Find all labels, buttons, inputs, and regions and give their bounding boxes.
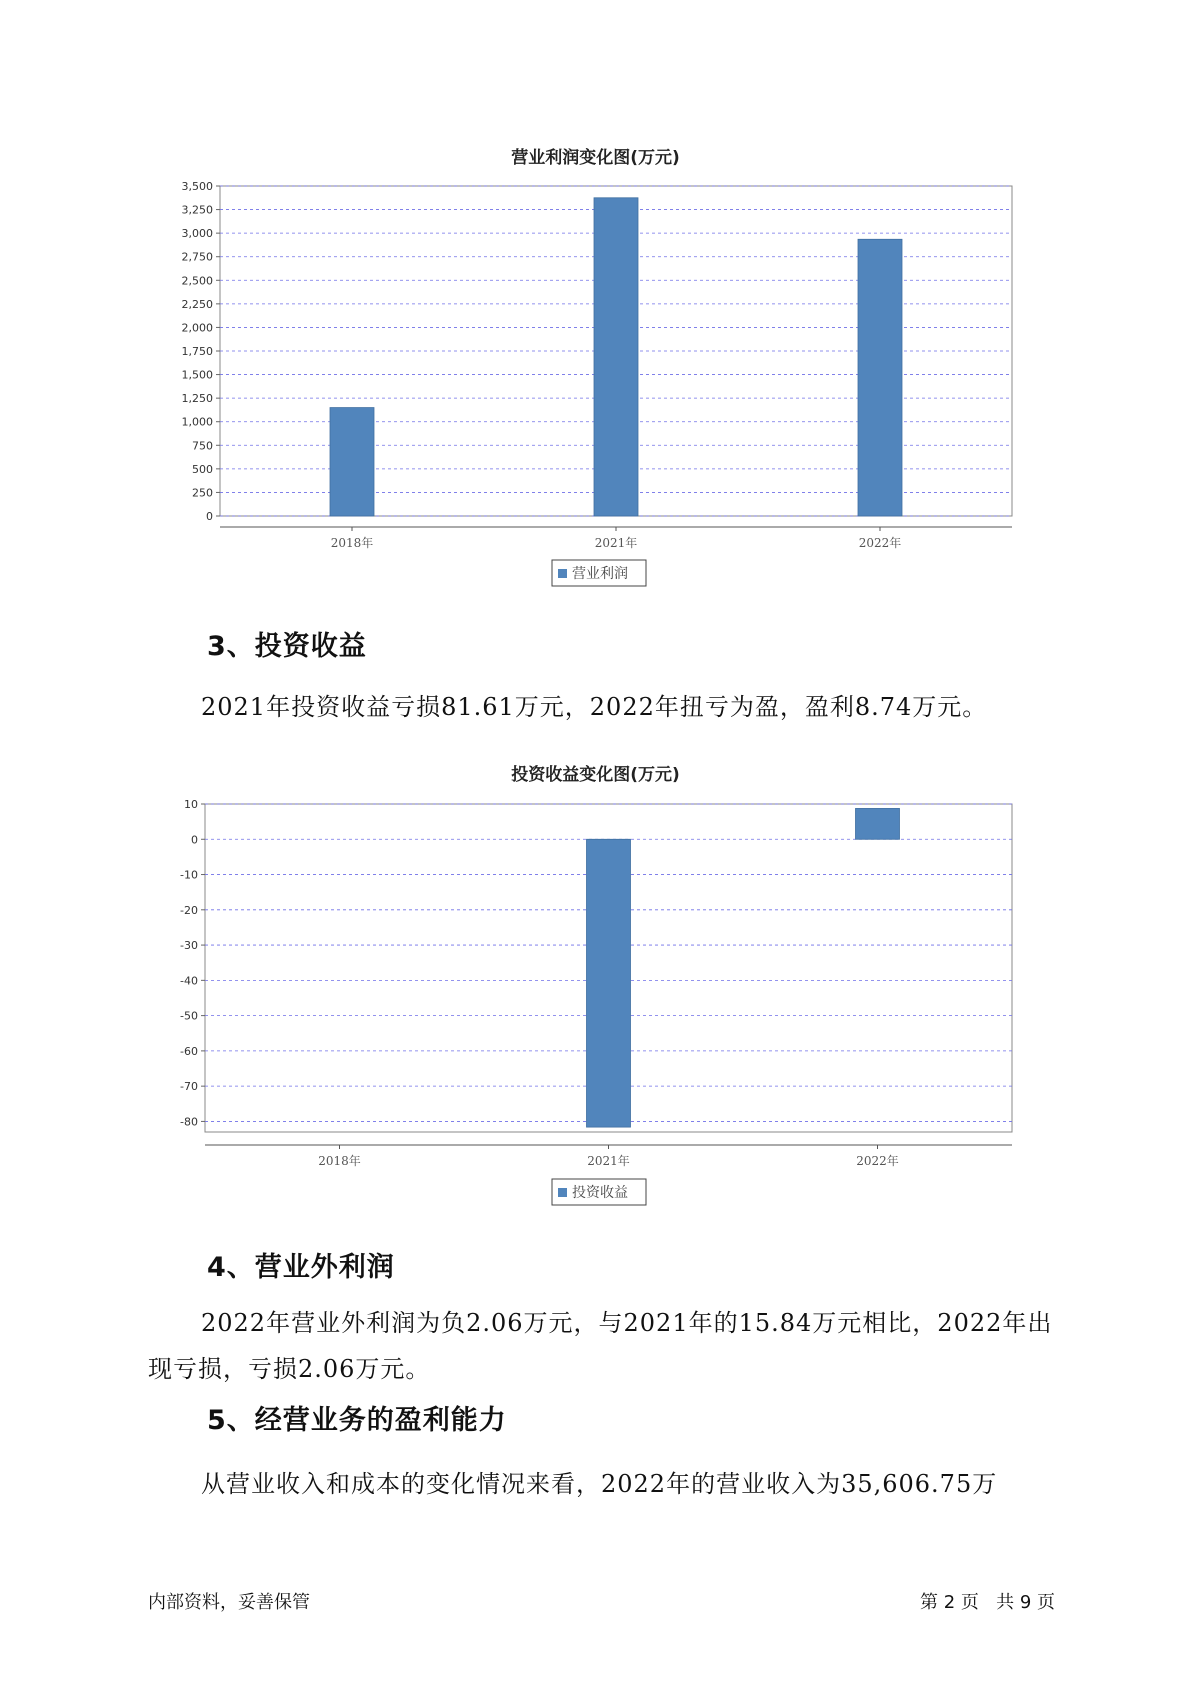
x-tick-label: 2022年 — [856, 1154, 899, 1168]
y-tick-label: -80 — [180, 1115, 198, 1129]
y-tick-label: -40 — [180, 974, 198, 988]
x-tick-label: 2021年 — [587, 1154, 630, 1168]
y-tick-label: 750 — [192, 439, 213, 453]
section5-text: 从营业收入和成本的变化情况来看，2022年的营业收入为35,606.75万 — [201, 1470, 998, 1498]
footer-confidential: 内部资料，妥善保管 — [148, 1592, 310, 1613]
legend-label: 营业利润 — [572, 566, 628, 582]
legend-swatch — [558, 1188, 567, 1197]
y-tick-label: 1,000 — [181, 415, 213, 429]
y-tick-label: 500 — [192, 462, 213, 476]
y-tick-label: 1,250 — [181, 392, 213, 406]
y-tick-label: -50 — [180, 1009, 198, 1023]
y-tick-label: -30 — [180, 939, 198, 953]
y-tick-label: 3,000 — [181, 227, 213, 241]
x-tick-label: 2021年 — [594, 536, 638, 550]
section4-heading: 4、营业外利润 — [207, 1252, 395, 1283]
y-tick-label: -20 — [180, 903, 198, 917]
section3-heading: 3、投资收益 — [207, 631, 367, 662]
bar — [856, 808, 900, 839]
legend-label: 投资收益 — [572, 1185, 628, 1201]
y-tick-label: 3,250 — [181, 203, 213, 217]
footer-page-number: 第 2 页 共 9 页 — [920, 1592, 1055, 1613]
y-tick-label: -60 — [180, 1044, 198, 1058]
y-tick-label: 3,500 — [181, 180, 213, 193]
y-tick-label: 250 — [192, 486, 213, 500]
y-tick-label: 0 — [206, 510, 213, 523]
section3-text: 2021年投资收益亏损81.61万元，2022年扭亏为盈，盈利8.74万元。 — [201, 693, 988, 721]
y-tick-label: 0 — [191, 833, 198, 847]
y-tick-label: 2,250 — [181, 297, 213, 311]
section4-text: 2022年营业外利润为负2.06万元，与2021年的15.84万元相比，2022年出现亏损，亏损2.06万元。 — [148, 1309, 1053, 1383]
section5-heading: 5、经营业务的盈利能力 — [207, 1405, 507, 1436]
chart1-title: 营业利润变化图(万元) — [511, 148, 680, 168]
y-tick-label: 1,500 — [181, 368, 213, 382]
x-tick-label: 2018年 — [318, 1154, 361, 1168]
bar — [587, 839, 631, 1127]
y-tick-label: -70 — [180, 1080, 198, 1094]
chart2-title: 投资收益变化图(万元) — [511, 765, 680, 785]
x-tick-label: 2018年 — [330, 536, 374, 550]
y-tick-label: 2,000 — [181, 321, 213, 335]
y-tick-label: 10 — [184, 798, 198, 811]
y-tick-label: -10 — [180, 868, 198, 882]
y-tick-label: 2,500 — [181, 274, 213, 288]
y-tick-label: 2,750 — [181, 250, 213, 264]
y-tick-label: 1,750 — [181, 345, 213, 358]
x-tick-label: 2022年 — [858, 536, 902, 550]
